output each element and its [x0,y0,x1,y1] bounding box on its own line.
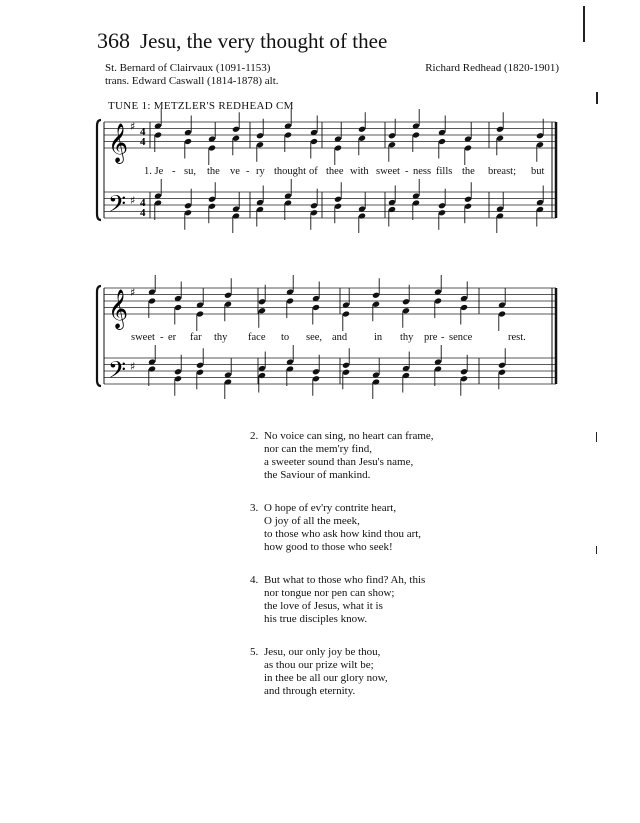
lyric-syllable: in [374,332,383,343]
verse-5 [250,646,434,698]
system-bracket [97,286,101,386]
verse-line: O joy of all the meek, [264,515,360,527]
lyric-syllable: - [172,166,176,177]
lyrics-line-1 [144,166,545,177]
lyric-syllable: of [309,166,318,177]
treble-clef-icon: 𝄞 [108,123,129,163]
tune-name: TUNE 1: METZLER'S REDHEAD CM [108,100,294,112]
music-system-1 [0,112,640,252]
verse-number: 2. [250,430,259,442]
music-system-2 [0,278,640,418]
verse-line: Jesu, our only joy be thou, [264,646,381,658]
lyric-syllable: and [332,332,348,343]
treble-clef-icon: 𝄞 [108,289,129,329]
lyric-syllable: - [441,332,445,343]
system-bracket [97,120,101,220]
margin-mark [596,546,597,554]
verse-line: No voice can sing, no heart can frame, [264,430,434,442]
verse-line: nor can the mem'ry find, [264,443,372,455]
verse-line: O hope of ev'ry contrite heart, [264,502,397,514]
author-credit: St. Bernard of Clairvaux (1091-1153) [105,62,271,74]
lyric-syllable: breast; [488,166,516,177]
time-signature: 4 [140,136,146,148]
lyric-syllable: with [350,166,369,177]
lyric-syllable: but [531,166,545,177]
lyric-syllable: see, [306,332,323,343]
bass-staff [104,358,556,384]
translator-credit: trans. Edward Caswall (1814-1878) alt. [105,75,279,87]
verse-line: But what to those who find? Ah, this [264,574,426,586]
lyric-syllable: thought [274,166,307,177]
sharp-icon: ♯ [130,120,136,133]
verse-line: and through eternity. [264,685,356,697]
lyric-syllable: thee [326,166,344,177]
lyric-syllable: sweet [376,166,400,177]
verse-line: a sweeter sound than Jesu's name, [264,456,414,468]
bass-clef-icon: 𝄢 [108,356,127,389]
verse-line: as thou our prize wilt be; [264,659,374,671]
lyric-syllable: ness [413,166,432,177]
lyric-syllable: - [160,332,164,343]
verse-2 [250,430,434,482]
lyric-syllable: 1. Je [144,166,164,177]
verse-3 [250,502,434,554]
time-signature: 4 [140,126,146,138]
margin-mark [583,6,585,42]
verse-number: 4. [250,574,259,586]
margin-mark [596,92,598,104]
verse-line: how good to those who seek! [264,541,393,553]
treble-staff [104,288,556,314]
bass-clef-icon: 𝄢 [108,190,127,223]
verse-line: his true disciples know. [264,613,368,625]
verse-4 [250,574,434,626]
lyric-syllable: thy [400,332,414,343]
hymn-number: 368 [97,28,130,53]
treble-staff [104,122,556,148]
verse-line: in thee be all our glory now, [264,672,388,684]
lyric-syllable: sweet [131,332,155,343]
sharp-icon: ♯ [130,194,136,207]
sharp-icon: ♯ [130,286,136,299]
lyric-syllable: thy [214,332,228,343]
composer-credit: Richard Redhead (1820-1901) [425,62,559,74]
lyric-syllable: rest. [508,332,526,343]
margin-mark [596,432,597,442]
lyric-syllable: su, [184,166,196,177]
lyric-syllable: sence [449,332,473,343]
lyric-syllable: - [405,166,409,177]
lyric-syllable: to [281,332,290,343]
verse-number: 5. [250,646,259,658]
lyric-syllable: pre [424,332,438,343]
time-signature: 4 [140,207,146,219]
lyric-syllable: fills [436,166,453,177]
verse-line: the Saviour of mankind. [264,469,371,481]
bass-staff [104,192,556,218]
lyric-syllable: ve [230,166,240,177]
lyric-syllable: the [462,166,475,177]
verse-number: 3. [250,502,259,514]
lyric-syllable: the [207,166,220,177]
lyric-syllable: face [248,332,266,343]
verse-line: to those who ask how kind thou art, [264,528,422,540]
sharp-icon: ♯ [130,360,136,373]
lyric-syllable: - [246,166,250,177]
verse-line: nor tongue nor pen can show; [264,587,395,599]
time-signature: 4 [140,197,146,209]
lyric-syllable: far [190,332,202,343]
lyric-syllable: ry [256,166,265,177]
lyric-syllable: er [168,332,177,343]
verse-line: the love of Jesus, what it is [264,600,383,612]
hymn-title: Jesu, the very thought of thee [140,29,388,53]
lyrics-line-2 [131,332,526,343]
verses-block [250,430,434,718]
